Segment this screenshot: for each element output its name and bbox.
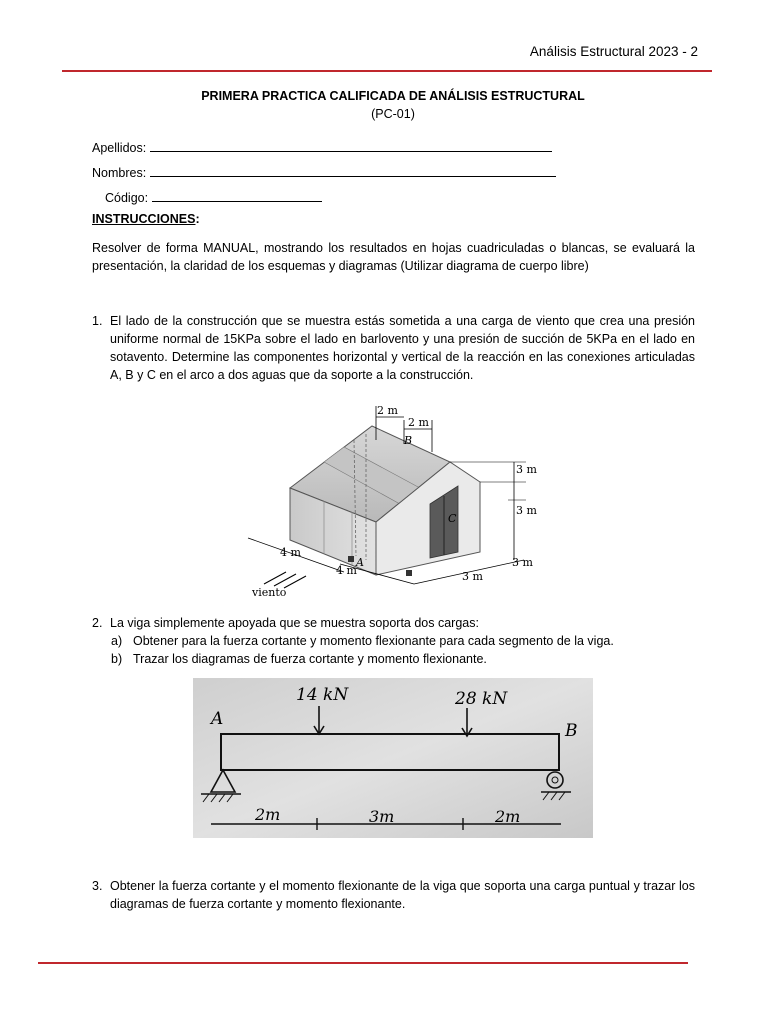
question-3 [92,877,695,913]
item-a-label: a) [111,634,123,648]
beam-figure [193,678,593,838]
question-2-text: La viga simplemente apoyada que se muestra soporta dos cargas: [110,616,479,630]
item-b-label: b) [111,652,123,666]
nombres-line[interactable] [150,164,556,177]
label-c: C [448,512,457,525]
page-title [0,87,768,123]
dim-front: 4 m [336,564,357,577]
item-a-text: Obtener para la fuerza cortante y momento flexionante para cada segmento de la viga. [133,634,614,648]
instructions-text: Resolver de forma MANUAL, mostrando los resultados en hojas cuadriculadas o blancas, se evaluará la presentación, la claridad de los esquemas y diagramas (Utilizar diagrama de cuerpo libre) [92,241,695,273]
span-3-label: 2m [495,807,521,826]
question-3-number: 3. [92,879,103,893]
course-header: Análisis Estructural 2023 - 2 [529,44,698,59]
dim-left: 4 m [280,546,301,559]
header-divider [62,70,712,72]
dim-top-a: 2 m [377,404,398,417]
question-1-text: El lado de la construcción que se muestra estás sometida a una carga de viento que crea una presión uniforme normal de 15KPa sobre el lado en barlovento y una presión de succión de 5KPa en el lado en sotavento. Determine las componentes horizontal y vertical de la reacción en las conexiones articuladas A, B y C en el arco a dos aguas que da soporte a la construcción. [110,314,695,382]
question-1 [92,312,695,384]
dim-right-top: 3 m [516,463,537,476]
title-line-2: (PC-01) [371,107,415,121]
dim-base-a: 3 m [462,570,483,583]
question-3-text: Obtener la fuerza cortante y el momento flexionante de la viga que soporta una carga puntual y trazar los diagramas de fuerza cortante y momento flexionante. [110,879,695,911]
codigo-line[interactable] [152,189,322,202]
label-b: B [404,434,413,447]
nombres-label: Nombres: [92,166,147,180]
wind-arrow [274,574,296,586]
dim-base-b: 3 m [512,556,533,569]
codigo-field[interactable] [105,189,322,205]
item-b-text: Trazar los diagramas de fuerza cortante y momento flexionante. [133,652,487,666]
dim-right-bottom: 3 m [516,504,537,517]
span-2-label: 3m [369,807,395,826]
question-2-item-b [111,650,487,668]
footer-divider [38,962,688,964]
wind-label: viento [252,586,287,599]
wind-arrow [284,576,306,588]
title-line-1: PRIMERA PRACTICA CALIFICADA DE ANÁLISIS ESTRUCTURAL [201,89,585,103]
codigo-label: Código: [105,191,149,205]
span-1-label: 2m [255,805,281,824]
apellidos-line[interactable] [150,139,552,152]
apellidos-label: Apellidos: [92,141,147,155]
apellidos-field[interactable] [92,139,552,155]
question-1-number: 1. [92,314,103,328]
load-2-label: 28 kN [455,689,508,709]
question-2-number: 2. [92,616,103,630]
wind-arrow [264,572,286,584]
support-a-label: A [211,709,224,729]
nombres-field[interactable] [92,164,556,180]
support-b-label: B [565,721,578,741]
label-a: A [356,556,364,569]
tent-figure [244,400,544,600]
instructions-heading: INSTRUCCIONES: [92,212,200,226]
load-1-label: 14 kN [296,685,349,705]
question-2 [92,614,695,632]
question-2-item-a [111,632,614,650]
dim-top-b: 2 m [408,416,429,429]
